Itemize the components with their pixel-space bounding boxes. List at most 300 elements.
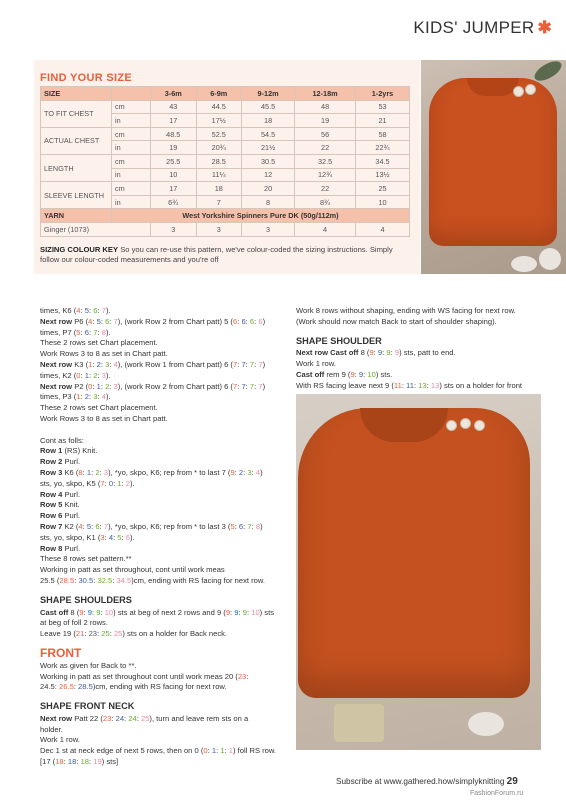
yarn-row	[41, 222, 410, 236]
size-value: 1	[76, 392, 81, 402]
size-value: 7	[258, 381, 263, 391]
text-segment: :	[254, 381, 259, 391]
text-segment: :	[237, 359, 242, 369]
size-value: 13	[418, 380, 427, 390]
value-cell: 22¾	[356, 141, 410, 155]
size-value: 30.5	[78, 575, 94, 585]
text-segment: K6 (	[62, 467, 79, 477]
text-segment: :	[91, 607, 97, 617]
jumper-image	[429, 78, 557, 246]
value-cell: 18	[242, 114, 295, 128]
page-number: 29	[506, 776, 518, 787]
size-value: 18	[67, 757, 77, 767]
row-label: SLEEVE LENGTH	[41, 182, 112, 209]
value-cell: 43	[151, 100, 197, 114]
subscribe-link[interactable]: Subscribe at www.gathered.how/simplyknitting	[336, 777, 505, 786]
value-cell: 12	[242, 168, 295, 182]
pattern-line: These 2 rows set Chart placement.	[40, 338, 158, 348]
value-cell: 4	[356, 222, 410, 236]
find-your-size-title: FIND YOUR SIZE	[40, 72, 133, 84]
text-segment: :	[230, 607, 235, 617]
size-header: SIZE	[41, 87, 112, 101]
text-segment: :	[92, 381, 97, 391]
size-value: 7	[232, 381, 238, 391]
pattern-line	[40, 682, 284, 693]
value-cell: 25	[356, 182, 410, 196]
instruction-label: Next row Cast off	[296, 348, 359, 358]
text-segment: :	[93, 575, 98, 585]
size-value: 23	[102, 713, 112, 723]
table-row	[41, 127, 410, 141]
pattern-line	[40, 629, 284, 640]
button-detail	[460, 418, 471, 429]
size-value: 11	[393, 380, 402, 390]
subscribe-footer	[336, 776, 518, 787]
text-segment: :	[238, 607, 243, 617]
instruction-label: Cast off	[40, 607, 69, 617]
size-value: 23	[237, 671, 247, 681]
size-value: 7	[232, 359, 238, 369]
text-segment: :	[89, 370, 94, 380]
top-photo	[421, 60, 566, 274]
text-segment: :	[97, 327, 102, 337]
pattern-line	[296, 370, 536, 381]
text-segment: :	[121, 478, 126, 488]
yarn-colour: Ginger (1073)	[41, 222, 151, 236]
value-cell: 8	[242, 195, 295, 209]
unit-cell: cm	[112, 127, 151, 141]
text-segment: :	[74, 575, 79, 585]
value-cell: 20	[242, 182, 295, 196]
pattern-line: Working in patt as set throughout, cont until work meas	[40, 565, 225, 575]
size-value: 6	[258, 316, 263, 326]
size-value: 2	[84, 392, 89, 402]
size-value: 5	[76, 327, 81, 337]
table-row	[41, 154, 410, 168]
text-segment: :	[109, 629, 114, 639]
text-segment: :	[234, 521, 239, 531]
section-heading: SHAPE FRONT NECK	[40, 701, 135, 712]
text-segment: :	[92, 359, 97, 369]
pattern-line	[40, 757, 284, 768]
size-value: 24	[128, 713, 137, 723]
pattern-line: at beg of foll 2 rows.	[40, 618, 108, 628]
pattern-line	[40, 511, 284, 522]
size-value: 4	[76, 306, 81, 315]
pattern-line	[40, 446, 284, 457]
text-segment: ), (work Row 1 from Chart patt) 6 (	[117, 359, 233, 369]
size-value: 8	[255, 521, 261, 531]
text-segment: ), (work Row 2 from Chart patt) 5 (	[117, 316, 233, 326]
pattern-line	[40, 360, 284, 371]
size-value: 21	[75, 629, 85, 639]
text-segment: :	[89, 392, 94, 402]
size-value: 34.5	[116, 575, 132, 585]
size-value: 3	[103, 467, 109, 477]
text-segment: ), turn and leave rem sts on a	[149, 713, 249, 723]
key-title: SIZING COLOUR KEY	[40, 245, 119, 254]
size-col: 3-6m	[151, 87, 197, 101]
text-segment: :	[246, 671, 249, 681]
pattern-line: Work as given for Back to **.	[40, 660, 137, 670]
text-segment: :	[246, 607, 252, 617]
stone-decoration	[539, 248, 561, 270]
value-cell: 17½	[196, 114, 242, 128]
left-column	[40, 306, 284, 768]
size-value: 9	[96, 607, 101, 617]
text-segment: :	[382, 348, 387, 358]
text-segment: :	[234, 467, 239, 477]
size-value: 7	[113, 316, 118, 326]
size-value: 3	[247, 467, 252, 477]
text-segment: :	[73, 682, 79, 692]
text-segment: :	[237, 316, 242, 326]
size-col: 6-9m	[196, 87, 242, 101]
text-segment: ) sts	[259, 607, 275, 617]
text-segment: :	[413, 380, 419, 390]
text-segment: :	[354, 369, 359, 379]
text-segment: :	[237, 381, 242, 391]
text-segment: :	[111, 713, 116, 723]
unit-cell: in	[112, 114, 151, 128]
size-value: 25	[140, 713, 150, 723]
size-value: 7	[249, 359, 255, 369]
size-value: 1	[96, 381, 101, 391]
value-cell: 21½	[242, 141, 295, 155]
pattern-line: Work 1 row.	[40, 735, 80, 745]
value-cell: 48.5	[151, 127, 197, 141]
watermark: FashionForum.ru	[470, 790, 524, 797]
blank-cell	[112, 87, 151, 101]
asterisk-icon: ✱	[537, 18, 552, 37]
pattern-line	[40, 746, 284, 757]
text-segment: :	[390, 348, 395, 358]
text-segment: :	[104, 532, 109, 542]
pattern-line	[40, 382, 284, 393]
size-value: 7	[93, 327, 98, 337]
value-cell: 34.5	[356, 154, 410, 168]
text-segment: ).	[130, 478, 135, 488]
text-segment: :	[89, 757, 94, 767]
value-cell: 53	[356, 100, 410, 114]
text-segment: P2 (	[72, 381, 89, 391]
value-cell: 18	[196, 182, 242, 196]
text-segment: :	[363, 369, 368, 379]
text-segment: :	[92, 316, 97, 326]
size-value: 1	[86, 467, 92, 477]
value-cell: 52.5	[196, 127, 242, 141]
size-value: 7	[103, 521, 109, 531]
size-value: 9	[225, 607, 231, 617]
value-cell: 22	[295, 141, 356, 155]
value-cell: 10	[356, 195, 410, 209]
text-segment: Leave 19 (	[40, 629, 76, 639]
text-segment: :	[89, 306, 94, 315]
text-segment: :	[245, 316, 250, 326]
value-cell: 30.5	[242, 154, 295, 168]
text-segment: K2 (	[62, 521, 79, 531]
text-segment: rem 9 (	[324, 369, 351, 379]
section-header	[413, 18, 552, 38]
pattern-line: Work Rows 3 to 8 as set in Chart patt.	[40, 413, 168, 423]
value-cell: 17	[151, 182, 197, 196]
text-segment: Working in patt as set throughout cont until work meas 20 (	[40, 671, 238, 681]
text-segment: 8 (	[358, 348, 370, 358]
size-value: 9	[394, 348, 400, 358]
size-value: 1	[88, 359, 93, 369]
size-col: 1-2yrs	[356, 87, 410, 101]
text-segment: :	[245, 359, 250, 369]
unit-cell: in	[112, 168, 151, 182]
text-segment: :	[97, 392, 102, 402]
value-cell: 7	[196, 195, 242, 209]
text-segment: Purl.	[62, 457, 81, 467]
value-cell: 3	[242, 222, 295, 236]
size-value: 5	[86, 521, 92, 531]
text-segment: ), *yo, skpo, K6; rep from * to last 3 (	[108, 521, 231, 531]
pattern-line	[296, 381, 536, 392]
pattern-line	[40, 317, 284, 328]
text-segment: :	[113, 532, 118, 542]
size-value: 1	[84, 370, 89, 380]
value-cell: 12¾	[295, 168, 356, 182]
text-segment: :	[109, 359, 114, 369]
text-segment: :	[91, 467, 96, 477]
size-value: 5	[117, 532, 122, 542]
value-cell: 19	[295, 114, 356, 128]
text-segment: :	[91, 521, 96, 531]
text-segment: )	[260, 521, 263, 531]
row-label: LENGTH	[41, 154, 112, 181]
text-segment: :	[224, 746, 229, 756]
text-segment: ).	[105, 327, 111, 337]
text-segment: :	[82, 521, 87, 531]
size-value: 19	[93, 757, 102, 767]
size-value: 3	[93, 392, 98, 402]
size-value: 6	[93, 306, 98, 315]
size-col: 9-12m	[242, 87, 295, 101]
pattern-line: (Work should now match Back to start of shoulder shaping).	[296, 316, 497, 326]
button-detail	[474, 420, 485, 431]
value-cell: 3	[196, 222, 242, 236]
pattern-line: Work Rows 3 to 8 as set in Chart patt.	[40, 349, 168, 359]
text-segment: ), (work Row 2 from Chart patt) 6 (	[117, 381, 233, 391]
text-segment: :	[401, 380, 407, 390]
text-segment: Knit.	[62, 500, 80, 510]
size-value: 28.5	[59, 575, 75, 585]
text-segment: ), *yo, skpo, K6; rep from * to last 7 (	[108, 467, 231, 477]
text-segment: [17 (	[40, 757, 56, 767]
text-segment: :	[216, 746, 221, 756]
row-label: ACTUAL CHEST	[41, 127, 112, 154]
button-detail	[525, 84, 536, 95]
text-segment: :	[83, 607, 88, 617]
text-segment: ) foll RS row.	[233, 746, 277, 756]
text-segment: :	[373, 348, 378, 358]
size-table	[40, 86, 410, 237]
text-segment: :	[254, 359, 259, 369]
size-value: 0	[108, 478, 114, 488]
size-value: 23	[88, 629, 98, 639]
size-value: 3	[101, 370, 106, 380]
size-value: 8	[101, 327, 106, 337]
size-value: 6	[249, 316, 255, 326]
pattern-line: Work 1 row.	[296, 359, 336, 369]
text-segment: ).	[130, 532, 135, 542]
size-value: 0	[88, 381, 93, 391]
jumper-image	[298, 408, 530, 698]
text-segment: :	[80, 370, 85, 380]
size-value: 28.5	[78, 682, 93, 692]
size-value: 2	[105, 381, 110, 391]
text-segment: :	[124, 713, 129, 723]
text-segment: ).	[105, 392, 111, 402]
sizing-key	[40, 245, 410, 265]
yarn-header-row	[41, 209, 410, 223]
pattern-line	[40, 490, 284, 501]
instruction-label: Row 4	[40, 489, 63, 499]
text-segment: ).	[105, 370, 111, 380]
yarn-name: West Yorkshire Spinners Pure DK (50g/112m)	[112, 209, 410, 223]
instruction-label: Row 5	[40, 500, 63, 510]
size-value: 3	[113, 381, 118, 391]
unit-cell: in	[112, 195, 151, 209]
text-segment: :	[100, 359, 106, 369]
size-value: 7	[101, 306, 106, 315]
pattern-line: These 8 rows set pattern.**	[40, 554, 132, 564]
size-value: 4	[78, 521, 83, 531]
text-segment: sts, yo, skpo, K1 (	[40, 532, 101, 542]
text-segment: 8 (	[68, 607, 80, 617]
size-value: 0	[76, 370, 81, 380]
text-segment: :	[97, 370, 102, 380]
text-segment: :	[254, 316, 259, 326]
size-value: 9	[377, 348, 383, 358]
text-segment: :	[99, 521, 104, 531]
text-segment: :	[97, 629, 102, 639]
text-segment: :	[80, 392, 85, 402]
size-value: 9	[369, 348, 374, 358]
pattern-line	[40, 457, 284, 468]
size-value: 24	[115, 713, 125, 723]
size-value: 2	[238, 467, 244, 477]
value-cell: 6¾	[151, 195, 197, 209]
text-segment: K3 (	[72, 359, 89, 369]
pattern-line: These 2 rows set Chart placement.	[40, 403, 158, 413]
size-col: 12-18m	[295, 87, 356, 101]
text-segment: :	[113, 478, 118, 488]
pattern-line	[40, 576, 284, 587]
text-segment: 24.5	[40, 682, 55, 692]
pattern-line	[40, 500, 284, 511]
size-value: 7	[258, 359, 263, 369]
size-value: 32.5	[97, 575, 113, 585]
text-segment: )	[260, 467, 263, 477]
size-value: 10	[367, 369, 376, 379]
value-cell: 58	[356, 127, 410, 141]
pattern-line	[40, 479, 284, 490]
instruction-label: Row 7	[40, 521, 63, 531]
text-segment: :	[100, 381, 106, 391]
size-value: 6	[105, 316, 110, 326]
text-segment: :	[426, 380, 431, 390]
text-segment: times, P7 (	[40, 327, 77, 337]
pattern-line	[40, 672, 284, 683]
text-segment: :	[112, 575, 117, 585]
text-segment: ) sts]	[101, 757, 119, 767]
size-value: 0	[203, 746, 208, 756]
value-cell: 17	[151, 114, 197, 128]
value-cell: 44.5	[196, 100, 242, 114]
text-segment: ) sts, patt to end.	[399, 348, 456, 358]
value-cell: 4	[295, 222, 356, 236]
size-value: 9	[242, 607, 247, 617]
stone-decoration	[511, 256, 537, 272]
text-segment: :	[245, 381, 250, 391]
size-value: 1	[117, 478, 122, 488]
text-segment: :	[243, 521, 248, 531]
section-heading: SHAPE SHOULDERS	[40, 594, 132, 605]
text-segment: )	[262, 359, 266, 369]
size-value: 5	[96, 316, 101, 326]
size-value: 9	[234, 607, 239, 617]
value-cell: 19	[151, 141, 197, 155]
value-cell: 28.5	[196, 154, 242, 168]
size-value: 1	[211, 746, 217, 756]
value-cell: 11¼	[196, 168, 242, 182]
size-value: 13	[430, 380, 440, 390]
pattern-line	[296, 348, 536, 359]
text-segment: :	[97, 306, 102, 315]
size-value: 9	[230, 467, 235, 477]
size-value: 18	[55, 757, 64, 767]
text-segment: :	[80, 306, 85, 315]
unit-cell: in	[112, 141, 151, 155]
text-segment: :	[109, 381, 114, 391]
size-value: 9	[350, 369, 355, 379]
text-segment: (RS) Knit.	[62, 446, 98, 456]
section-heading: SHAPE SHOULDER	[296, 335, 382, 346]
text-segment: Purl.	[62, 543, 81, 553]
size-value: 6	[232, 316, 238, 326]
text-segment: )cm, ending with RS facing for next row.	[92, 682, 227, 692]
text-segment: sts, yo, skpo, K5 (	[40, 478, 101, 488]
text-segment: :	[251, 521, 256, 531]
pattern-line	[40, 328, 284, 339]
text-segment: times, K6 (	[40, 306, 77, 315]
size-value: 9	[386, 348, 391, 358]
value-cell: 13½	[356, 168, 410, 182]
text-segment: )cm, ending with RS facing for next row.	[131, 575, 266, 585]
size-value: 6	[84, 327, 89, 337]
text-segment: :	[121, 532, 126, 542]
size-value: 5	[230, 521, 235, 531]
value-cell: 8¾	[295, 195, 356, 209]
table-row	[41, 100, 410, 114]
pattern-line	[40, 608, 284, 619]
size-value: 10	[104, 607, 114, 617]
text-segment: ) sts at beg of next 2 rows and 9 (	[113, 607, 226, 617]
size-value: 2	[95, 467, 100, 477]
size-value: 7	[247, 521, 252, 531]
text-segment: P6 (	[72, 316, 89, 326]
size-value: 7	[241, 359, 246, 369]
text-segment: :	[84, 629, 89, 639]
instruction-label: Row 6	[40, 511, 63, 521]
pattern-line: Work 8 rows without shaping, ending with WS facing for next row.	[296, 306, 516, 315]
unit-cell: cm	[112, 154, 151, 168]
text-segment: :	[104, 478, 109, 488]
